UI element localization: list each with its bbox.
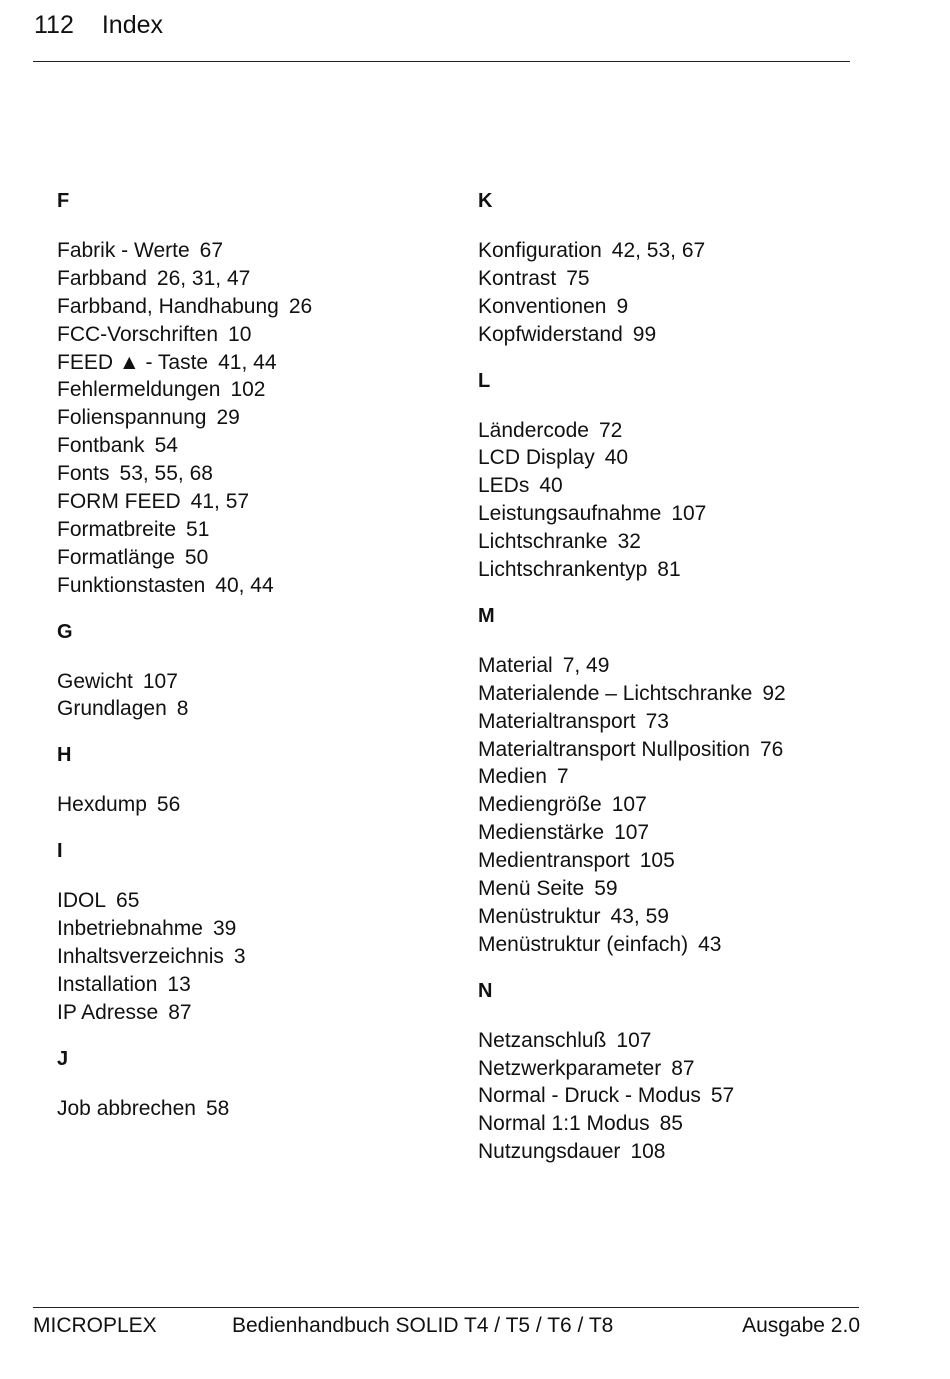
index-entry bbox=[57, 237, 457, 265]
index-page-refs: 50 bbox=[184, 545, 209, 569]
index-term: Formatlänge bbox=[57, 545, 175, 569]
index-page-refs: 87 bbox=[671, 1056, 695, 1080]
index-page-refs: 73 bbox=[645, 709, 669, 733]
index-page-refs: 53, 55, 68 bbox=[119, 462, 213, 486]
index-term: Material bbox=[478, 653, 553, 677]
index-entry bbox=[478, 652, 878, 680]
index-term: Fehlermeldungen bbox=[57, 378, 221, 402]
index-entry bbox=[57, 668, 457, 696]
index-entry bbox=[478, 472, 878, 500]
index-term: Inhaltsverzeichnis bbox=[57, 945, 224, 969]
index-entry bbox=[57, 293, 457, 321]
index-term: Konventionen bbox=[478, 294, 607, 318]
index-term: Grundlagen bbox=[57, 697, 167, 721]
index-term: Menüstruktur bbox=[478, 904, 601, 928]
index-term: Netzanschluß bbox=[478, 1028, 607, 1052]
index-entry bbox=[478, 500, 878, 528]
index-page-refs: 43 bbox=[698, 932, 722, 956]
index-term: Medienstärke bbox=[478, 821, 605, 845]
index-term: Funktionstasten bbox=[57, 573, 206, 597]
index-entry bbox=[478, 1110, 878, 1138]
index-term: Formatbreite bbox=[57, 517, 177, 541]
index-term: LCD Display bbox=[478, 446, 595, 470]
index-page-refs: 3 bbox=[233, 945, 246, 969]
index-section bbox=[57, 185, 457, 600]
index-entry bbox=[478, 903, 878, 931]
index-term: Inbetriebnahme bbox=[57, 917, 203, 941]
index-term: Kontrast bbox=[478, 266, 557, 290]
index-entry bbox=[478, 444, 878, 472]
index-page-refs: 26 bbox=[288, 294, 313, 318]
index-entry bbox=[478, 237, 878, 265]
index-term: Job abbrechen bbox=[57, 1096, 196, 1120]
index-entry bbox=[57, 432, 457, 460]
index-term: Gewicht bbox=[57, 669, 133, 693]
index-page-refs: 67 bbox=[199, 239, 223, 262]
index-entry bbox=[478, 1082, 878, 1110]
index-term: Ländercode bbox=[478, 418, 589, 442]
index-entry bbox=[57, 791, 457, 819]
index-entry bbox=[478, 763, 878, 791]
page-number: 112 bbox=[34, 11, 74, 39]
index-entry bbox=[57, 544, 457, 572]
section-letter: G bbox=[57, 620, 73, 643]
index-term: Fontbank bbox=[57, 434, 145, 458]
section-letter: K bbox=[478, 190, 493, 212]
index-term: Installation bbox=[57, 972, 158, 996]
index-term: Normal - Druck - Modus bbox=[478, 1084, 701, 1108]
index-entry bbox=[478, 417, 878, 445]
index-page-refs: 40 bbox=[539, 474, 563, 498]
index-section bbox=[478, 365, 878, 584]
index-entry bbox=[57, 971, 457, 999]
index-page-refs: 40 bbox=[604, 446, 629, 470]
index-entry bbox=[57, 265, 457, 293]
index-page-refs: 56 bbox=[156, 793, 181, 817]
index-page-refs: 107 bbox=[671, 502, 707, 526]
index-term: Farbband, Handhabung bbox=[57, 294, 279, 318]
index-entry bbox=[57, 695, 457, 723]
index-page-refs: 58 bbox=[205, 1096, 230, 1120]
index-entry bbox=[478, 931, 878, 959]
index-entry bbox=[57, 572, 457, 600]
index-term: Folienspannung bbox=[57, 406, 207, 430]
section-letter: L bbox=[478, 369, 491, 392]
index-page-refs: 105 bbox=[639, 849, 675, 873]
index-section bbox=[478, 185, 878, 349]
index-entry bbox=[57, 915, 457, 943]
index-entry bbox=[57, 404, 457, 432]
index-page-refs: 7 bbox=[556, 765, 569, 789]
index-term: Farbband bbox=[57, 266, 147, 290]
index-term: Materialende – Lichtschranke bbox=[478, 681, 753, 705]
index-term: FCC-Vorschriften bbox=[57, 322, 219, 346]
index-section bbox=[57, 739, 457, 819]
index-term: IDOL bbox=[57, 889, 107, 913]
index-entry bbox=[478, 1027, 878, 1055]
index-entry bbox=[57, 516, 457, 544]
index-term: Medien bbox=[478, 765, 547, 789]
index-entry bbox=[57, 376, 457, 404]
index-entry bbox=[57, 999, 457, 1027]
index-page-refs: 99 bbox=[632, 322, 657, 346]
index-page-refs: 39 bbox=[212, 917, 237, 941]
index-page-refs: 43, 59 bbox=[610, 904, 669, 928]
footer-manual-title: Bedienhandbuch SOLID T4 / T5 / T6 / T8 bbox=[232, 1314, 614, 1337]
index-term: Mediengröße bbox=[478, 793, 602, 817]
index-term: Netzwerkparameter bbox=[478, 1056, 662, 1080]
index-term: FEED ▲ - Taste bbox=[57, 350, 209, 374]
section-letter: N bbox=[478, 979, 493, 1002]
index-entry bbox=[478, 1055, 878, 1083]
index-page-refs: 8 bbox=[176, 697, 189, 721]
index-term: Menü Seite bbox=[478, 877, 585, 901]
index-page-refs: 92 bbox=[762, 681, 786, 705]
index-term: FORM FEED bbox=[57, 490, 181, 514]
section-letter: J bbox=[57, 1047, 69, 1070]
index-page-refs: 9 bbox=[616, 294, 629, 318]
index-entry bbox=[478, 556, 878, 584]
index-page-refs: 108 bbox=[630, 1140, 666, 1164]
index-page-refs: 75 bbox=[566, 266, 590, 290]
page-header bbox=[34, 10, 163, 40]
index-page-refs: 107 bbox=[611, 793, 647, 817]
index-section bbox=[478, 975, 878, 1166]
index-entry bbox=[478, 875, 878, 903]
index-entry bbox=[478, 819, 878, 847]
index-section bbox=[57, 835, 457, 1026]
index-entry bbox=[57, 488, 457, 516]
index-term: Medientransport bbox=[478, 849, 630, 873]
index-entry bbox=[478, 736, 878, 764]
index-term: Lichtschranke bbox=[478, 530, 608, 554]
index-entry bbox=[478, 265, 878, 293]
index-page-refs: 107 bbox=[614, 821, 650, 845]
index-page-refs: 76 bbox=[759, 737, 784, 761]
footer-edition: Ausgabe 2.0 bbox=[742, 1314, 860, 1337]
index-term: Fabrik - Werte bbox=[57, 239, 190, 262]
index-page-refs: 26, 31, 47 bbox=[156, 266, 251, 290]
index-term: Konfiguration bbox=[478, 239, 602, 262]
index-term: LEDs bbox=[478, 474, 530, 498]
index-term: Fonts bbox=[57, 462, 110, 486]
section-letter: I bbox=[57, 840, 63, 863]
index-page-refs: 51 bbox=[186, 517, 210, 541]
index-entry bbox=[57, 887, 457, 915]
index-column-right bbox=[478, 185, 878, 1166]
index-page-refs: 102 bbox=[230, 378, 266, 402]
index-entry bbox=[478, 680, 878, 708]
index-page-refs: 57 bbox=[710, 1084, 735, 1108]
index-term: Menüstruktur (einfach) bbox=[478, 932, 689, 956]
index-page-refs: 72 bbox=[598, 418, 623, 442]
index-term: Nutzungsdauer bbox=[478, 1140, 621, 1164]
index-entry bbox=[478, 791, 878, 819]
index-page-refs: 107 bbox=[142, 669, 178, 693]
index-page-refs: 7, 49 bbox=[562, 653, 610, 677]
index-term: Normal 1:1 Modus bbox=[478, 1112, 650, 1136]
index-term: Kopfwiderstand bbox=[478, 322, 623, 346]
index-page-refs: 54 bbox=[154, 434, 178, 458]
index-entry bbox=[478, 1138, 878, 1166]
index-page-refs: 41, 44 bbox=[218, 350, 277, 374]
index-page-refs: 85 bbox=[659, 1112, 683, 1136]
index-page-refs: 65 bbox=[116, 889, 140, 913]
index-page-refs: 32 bbox=[617, 530, 641, 554]
index-section bbox=[478, 600, 878, 959]
index-section bbox=[57, 616, 457, 724]
index-term: Lichtschrankentyp bbox=[478, 558, 648, 582]
index-entry bbox=[57, 349, 457, 377]
index-term: Materialtransport bbox=[478, 709, 636, 733]
footer-brand: MICROPLEX bbox=[33, 1314, 157, 1337]
index-page-refs: 10 bbox=[228, 322, 252, 346]
index-column-left bbox=[57, 185, 457, 1123]
index-page-refs: 81 bbox=[657, 558, 681, 582]
index-page-refs: 13 bbox=[167, 972, 191, 996]
index-page-refs: 42, 53, 67 bbox=[611, 239, 706, 262]
index-entry bbox=[57, 321, 457, 349]
index-term: IP Adresse bbox=[57, 1000, 159, 1024]
index-entry bbox=[478, 293, 878, 321]
index-page-refs: 107 bbox=[616, 1028, 652, 1052]
index-term: Hexdump bbox=[57, 793, 147, 817]
index-page-refs: 59 bbox=[594, 877, 618, 901]
index-entry bbox=[57, 943, 457, 971]
index-section bbox=[57, 1043, 457, 1123]
index-entry bbox=[478, 528, 878, 556]
header-divider bbox=[33, 61, 850, 62]
index-page-refs: 87 bbox=[168, 1000, 192, 1024]
section-letter: F bbox=[57, 190, 70, 212]
index-page-refs: 29 bbox=[216, 406, 240, 430]
index-entry bbox=[478, 847, 878, 875]
index-term: Materialtransport Nullposition bbox=[478, 737, 750, 761]
section-letter: M bbox=[478, 604, 495, 627]
index-entry bbox=[478, 321, 878, 349]
index-entry bbox=[57, 1095, 457, 1123]
section-letter: H bbox=[57, 744, 72, 767]
index-term: Leistungsaufnahme bbox=[478, 502, 662, 526]
footer-divider bbox=[33, 1307, 859, 1308]
index-entry bbox=[57, 460, 457, 488]
index-page-refs: 40, 44 bbox=[215, 573, 274, 597]
index-entry bbox=[478, 708, 878, 736]
page-title: Index bbox=[101, 11, 164, 39]
index-page-refs: 41, 57 bbox=[190, 490, 250, 514]
